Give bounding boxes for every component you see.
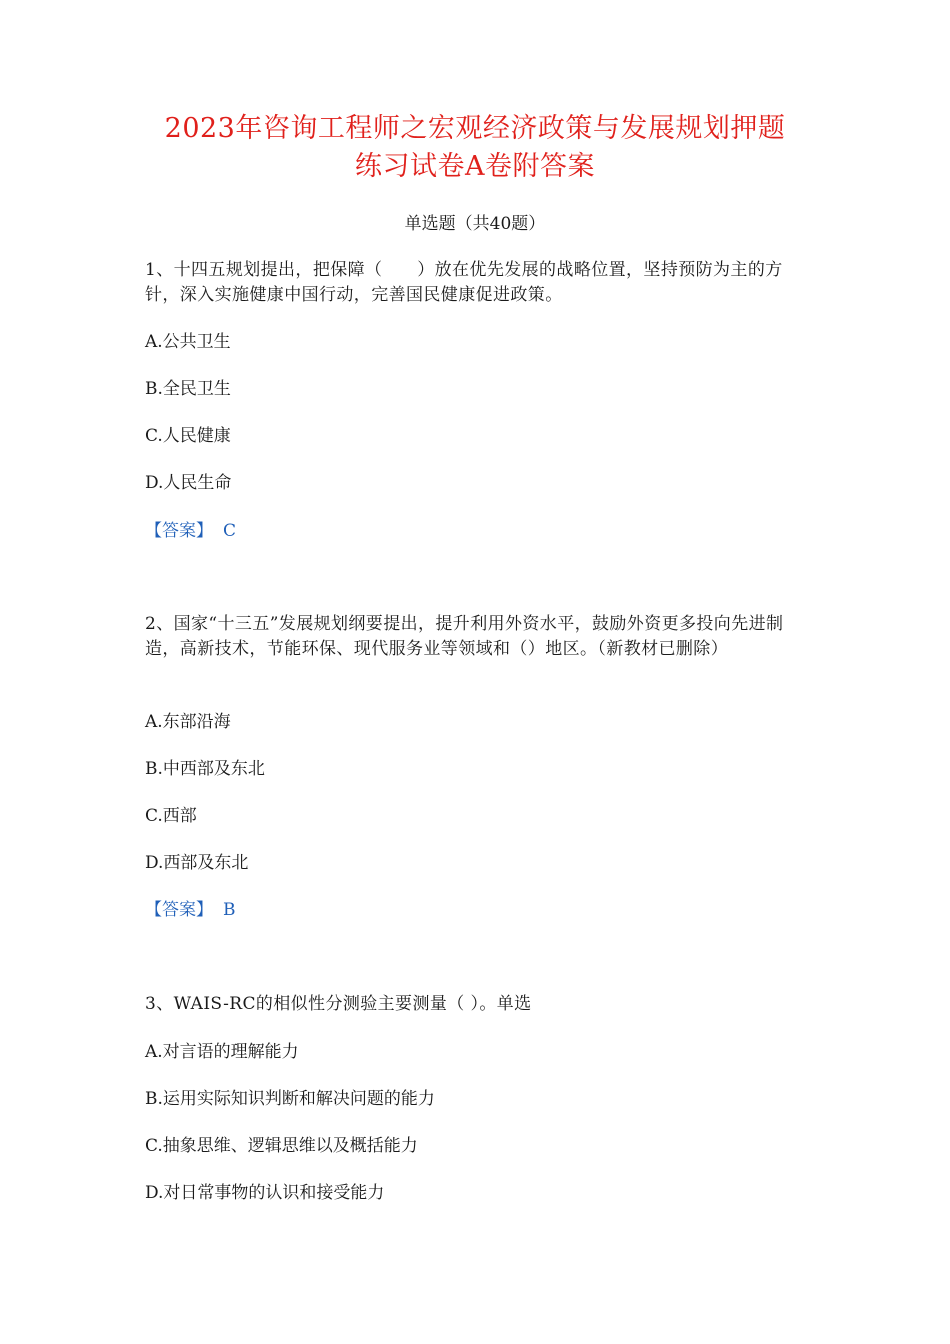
question-2-text: 2、国家“十三五”发展规划纲要提出，提升利用外资水平，鼓励外资更多投向先进制造，高新技术，节能环保、现代服务业等领域和（）地区。（新教材已删除） [145, 614, 784, 659]
answer-value: C [223, 521, 237, 541]
question-1-answer [145, 519, 236, 543]
question-1-option-c: C.人民健康 [145, 426, 231, 446]
question-2-answer [145, 898, 236, 922]
answer-label: 【答案】 [145, 900, 213, 920]
section-heading: 单选题（共40题） [404, 214, 546, 234]
question-3-option-d: D.对日常事物的认识和接受能力 [145, 1183, 385, 1203]
question-1-option-a: A.公共卫生 [145, 332, 231, 352]
question-3-option-b: B.运用实际知识判断和解决问题的能力 [145, 1089, 435, 1109]
question-1-text: 1、十四五规划提出，把保障（ ）放在优先发展的战略位置，坚持预防为主的方针，深入实施健康中国行动，完善国民健康促进政策。 [145, 260, 783, 305]
document-title [100, 110, 850, 186]
question-2-option-a: A.东部沿海 [145, 712, 231, 732]
answer-label: 【答案】 [145, 521, 213, 541]
title-line-1: 2023年咨询工程师之宏观经济政策与发展规划押题 [164, 113, 786, 144]
question-3-option-a: A.对言语的理解能力 [145, 1042, 299, 1062]
answer-value: B [223, 900, 236, 920]
question-1-option-b: B.全民卫生 [145, 379, 231, 399]
question-3-option-c: C.抽象思维、逻辑思维以及概括能力 [145, 1136, 418, 1156]
question-2-option-c: C.西部 [145, 806, 197, 826]
question-2-option-d: D.西部及东北 [145, 853, 249, 873]
question-3-text: 3、WAIS-RC的相似性分测验主要测量（ ）。单选 [145, 994, 532, 1014]
title-line-2: 练习试卷A卷附答案 [355, 151, 595, 182]
question-1-option-d: D.人民生命 [145, 473, 232, 493]
question-2-option-b: B.中西部及东北 [145, 759, 265, 779]
